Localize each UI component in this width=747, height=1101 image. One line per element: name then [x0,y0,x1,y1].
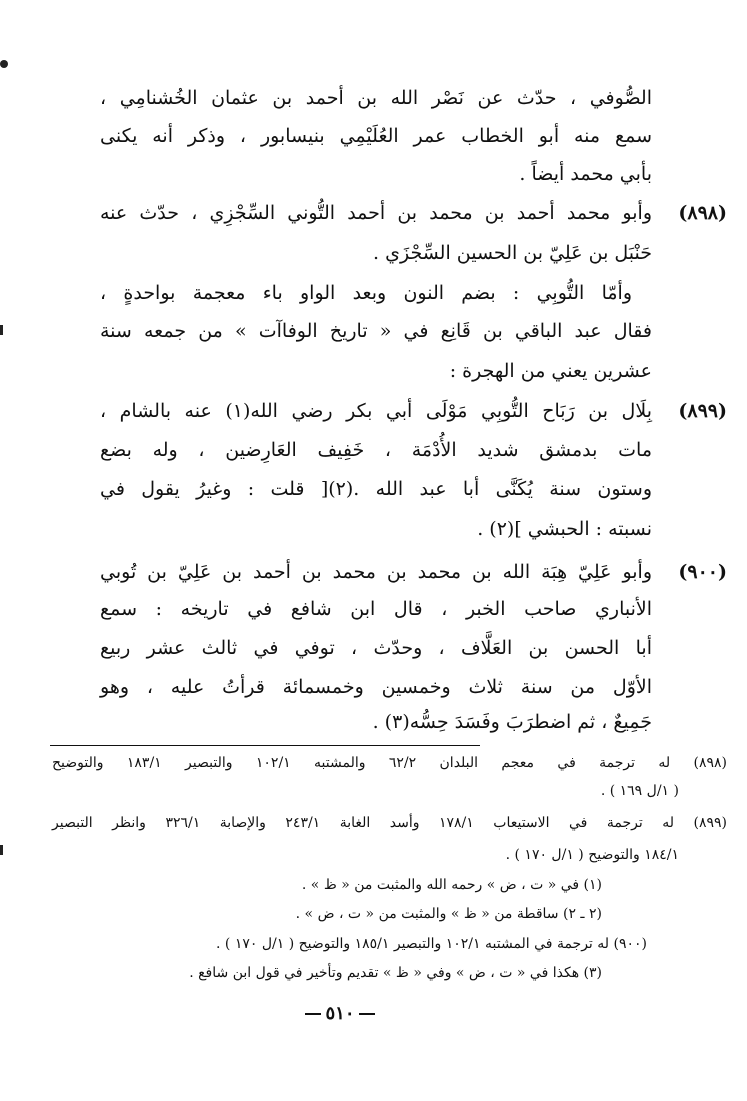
body-line: وستون سنة يُكَنَّى أبا عبد الله .(٢)[ قلت : وغيرُ يقول في [100,478,653,500]
footnote-line: (٨٩٩) له ترجمة في الاستيعاب ١٧٨/١ وأسد الغابة ٢٤٣/١ والإصابة ٣٢٦/١ وانظر التبصير [52,815,727,831]
footnote-line: (٢ ـ ٢) ساقطة من « ظ » والمثبت من « ت ، ض » . [295,906,602,922]
scan-mark [0,325,3,335]
entry-number: (٩٠٠) [678,561,727,583]
body-line: بِلَال بن رَبَاح التُّوبِي مَوْلَى أبي بكر رضي الله(١) عنه بالشام ، [100,400,652,422]
footnote-line: ( ١/ل ١٦٩ ) . [600,783,679,799]
footnote-line: ١٨٤/١ والتوضيح ( ١/ل ١٧٠ ) . [505,847,679,863]
entry-number: (٨٩٩) [678,400,727,422]
entry-number: (٨٩٨) [678,202,727,224]
footnote-separator [50,745,480,746]
body-line: وأبو عَلِيّ هِبَة الله بن محمد بن محمد بن أحمد بن عَلِيّ بن تُوبي [100,561,652,583]
scan-mark [0,845,3,855]
body-line: وأمّا التُّوبِي : بضم النون وبعد الواو باء معجمة بواحدةٍ ، [100,282,632,304]
dash-decoration [359,1013,375,1015]
body-line: أبا الحسن بن العَلَّاف ، وحدّث ، توفي في ثالث عشر ربيع [100,637,652,659]
body-line: الأوّل من سنة ثلاث وخمسين وخمسمائة قرأتُ عليه ، وهو [100,676,652,698]
body-line: الصُّوفي ، حدّث عن نَصْر الله بن أحمد بن عثمان الخُشنامِي ، [100,87,652,109]
body-line: بأبي محمد أيضاً . [519,163,652,185]
footnote-line: (٣) هكذا في « ت ، ض » وفي « ظ » تقديم وتأخير في قول ابن شافع . [189,965,602,981]
dash-decoration [305,1013,321,1015]
footnote-line: (٨٩٨) له ترجمة في معجم البلدان ٦٢/٢ والمشتبه ١٠٢/١ والتبصير ١٨٣/١ والتوضيح [52,755,727,771]
body-line: فقال عبد الباقي بن قَانِع في « تاريخ الوفاآت » من جمعه سنة [100,320,652,342]
body-line: الأنباري صاحب الخبر ، قال ابن شافع في تاريخه : سمع [100,598,652,620]
body-line: سمع منه أبو الخطاب عمر العُلَيْمِي بنيسابور ، وذكر أنه يكنى [100,125,652,147]
page-number [0,1003,680,1024]
footnote-line: (٩٠٠) له ترجمة في المشتبه ١٠٢/١ والتبصير ١٨٥/١ والتوضيح ( ١/ل ١٧٠ ) . [216,936,647,952]
body-line: عشرين يعني من الهجرة : [449,360,652,382]
body-line: حَنْبَل بن عَلِيّ بن الحسين السِّجْزَي . [373,242,652,264]
page-number-value: ٥١٠ [325,1003,355,1024]
body-line: نسبته : الحبشي ](٢) . [477,518,652,540]
footnote-line: (١) في « ت ، ض » رحمه الله والمثبت من « ظ » . [301,877,602,893]
body-line: جَمِيعٌ ، ثم اضطرَبَ وفَسَدَ حِسُّه(٣) . [372,711,652,733]
body-line: مات بدمشق شديد الأُدْمَة ، خَفِيف العَارِضين ، وله بضع [100,439,652,461]
body-line: وأبو محمد أحمد بن محمد بن أحمد التُّوني السِّجْزِي ، حدّث عنه [100,202,652,224]
scan-mark [0,60,8,68]
